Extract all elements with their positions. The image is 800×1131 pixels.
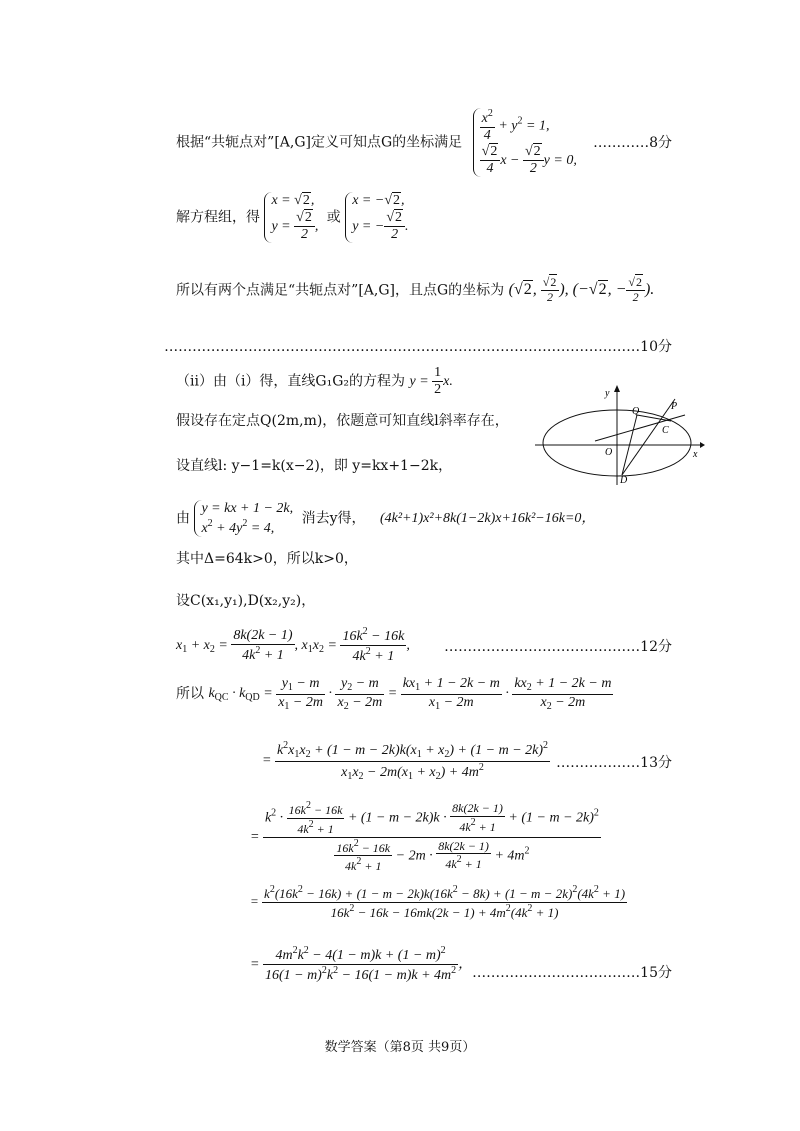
slope-product-prefix: 所以 <box>176 686 204 702</box>
substitution <box>176 500 595 537</box>
solve-system <box>176 192 413 243</box>
ellipse-figure <box>535 385 705 485</box>
score-12: ……………………………………12分 <box>444 639 672 655</box>
label-x: x <box>693 449 698 460</box>
line3-text: 所以有两个点满足“共轭点对”[A,G]，且点G的坐标为 <box>176 282 505 299</box>
two-points-statement <box>176 276 654 305</box>
label-c: C <box>662 425 669 436</box>
ellipse-diagram <box>535 385 705 485</box>
discriminant: 其中Δ=64k>0，所以k>0， <box>176 551 358 567</box>
step-14: = $k^2$ · $\frac{16k^2 - 16k}{4k^2 + 1}$ + (1 − m − 2k)k · $\frac{8k(2k - 1)}{4k^2 + 1}$ + $(1 - m - 2k)^2$ $\frac{16k^2 - 16k}{4k^2 + 1}$ − 2m · $\frac{8k(2k - 1)}{4k^2 + 1}$ + $4m^2$ <box>250 800 599 874</box>
solution-1: x = √2, y = $\frac{√2}{2}$ , <box>264 192 322 243</box>
define-c-d: 设C(x₁,y₁),D(x₂,y₂)， <box>176 593 316 609</box>
slope-product-expr: $k_{QC} \cdot k_{QD}$ = $\frac{y_1 - m}{x_1 - 2m}$ · $\frac{y_2 - m}{x_2 - 2m}$ = $\frac{kx_1 + 1 - 2k - m}{x_1 - 2m}$ · $\frac{kx_2 + 1 - 2k - m}{x_2 - 2m}$ <box>208 676 612 712</box>
system-line-ellipse: y = kx + 1 − 2k, $x^2 + 4y^2 = 4$, <box>194 500 297 537</box>
label-d: D <box>620 475 628 485</box>
quadratic-equation: (4k²+1)x²+8k(1−2k)x+16k²−16k=0， <box>379 510 596 526</box>
assume-fixed-point: 假设存在定点Q(2m,m)，依题意可知直线l斜率存在， <box>176 413 509 429</box>
label-p: P <box>671 401 678 412</box>
label-q: Q <box>632 406 640 417</box>
line-g1g2 <box>176 365 453 398</box>
line-g1g2-eq: y = $\frac{1}{2}$ x. <box>409 365 453 398</box>
line-l-equation: 设直线l: y−1=k(x−2)，即 y=kx+1−2k， <box>176 458 453 474</box>
label-y: y <box>605 388 610 399</box>
point-coordinates: (√2, $\frac{√2}{2}$ ), (−√2, − $\frac{√2}{2}$ ). <box>508 275 655 304</box>
score-15: ………………………………15分 <box>472 965 672 981</box>
label-o: O <box>605 447 613 458</box>
line-g1g2-graph <box>595 415 685 441</box>
page-footer: 数学答案（第8页 共9页） <box>324 1040 476 1055</box>
system-ellipse-line: $\frac{x^2}{4}$ + $y^2 = 1$, $\frac{√2}{4}$ x − $\frac{√2}{2}$ y = 0, <box>473 108 581 177</box>
line5-text: （ii）由（i）得，直线G₁G₂的方程为 <box>176 373 406 390</box>
eliminate-y: 消去y得， <box>301 510 366 527</box>
step-15: = $k^2(16k^2 - 16k) + (1 - m - 2k)k(16k^2 - 8k) + (1 - m - 2k)^2(4k^2 + 1)$ $16k^2 - 16k - 16mk(2k - 1) + 4m^2(4k^2 + 1)$ <box>250 884 626 920</box>
score-13: ………………13分 <box>556 755 672 771</box>
substitution-prefix: 由 <box>176 510 190 527</box>
solve-prefix: 解方程组，得 <box>176 209 260 226</box>
step-13: = $\frac{k^2x_1x_2 + (1 - m - 2k)k(x_1 + x_2) + (1 - m - 2k)^2}{x_1x_2 - 2m(x_1 + x_2) + 4m^2}$ <box>262 740 549 782</box>
or-text: 或 <box>326 209 341 226</box>
step-16: = $\frac{4m^2k^2 - 4(1 - m)k + (1 - m)^2}{16(1 - m)^2k^2 - 16(1 - m)k + 4m^2}$ ， <box>250 945 473 984</box>
score-8: …………8分 <box>593 135 672 151</box>
score-10: …………………………………………………………………………………………10分 <box>164 339 672 355</box>
slope-product <box>176 676 613 712</box>
vieta-formulas: $x_1 + x_2$ = $\frac{8k(2k - 1)}{4k^2 + 1}$ , $x_1x_2$ = $\frac{16k^2 - 16k}{4k^2 + 1}$ , <box>176 626 410 665</box>
conjugate-pair-condition <box>176 108 581 177</box>
line1-text: 根据“共轭点对”[A,G]定义可知点G的坐标满足 <box>176 134 463 151</box>
solution-2: x = −√2, y = − $\frac{√2}{2}$ . <box>345 192 412 243</box>
